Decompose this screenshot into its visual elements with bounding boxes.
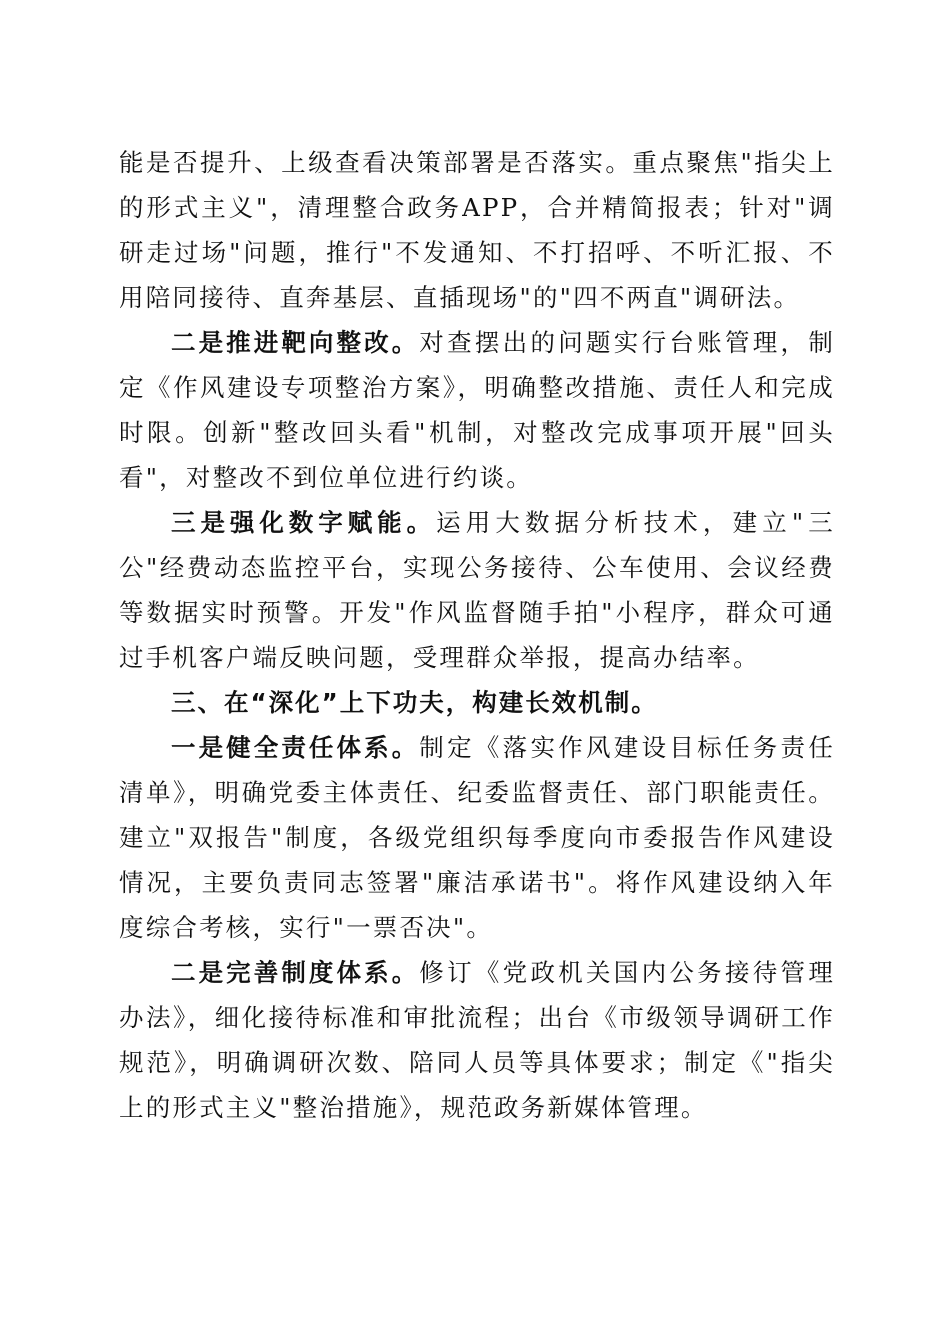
section-heading: 三、在“深化”上下功夫，构建长效机制。 xyxy=(171,688,658,717)
paragraph-continuation xyxy=(119,140,835,320)
paragraph-lead: 三是强化数字赋能。 xyxy=(171,508,437,537)
paragraph-lead: 一是健全责任体系。 xyxy=(171,733,420,762)
paragraph-text: 对查摆出的问题实行台账管理，制定《作风建设专项整治方案》，明确整改措施、责任人和完成时限。创新"整改回头看"机制，对整改完成事项开展"回头看"，对整改不到位单位进行约谈。 xyxy=(119,328,836,492)
paragraph-text: 修订《党政机关国内公务接待管理办法》，细化接待标准和审批流程；出台《市级领导调研工作规范》，明确调研次数、陪同人员等具体要求；制定《"指尖上的形式主义"整治措施》，规范政务新媒体管理。 xyxy=(119,958,836,1122)
paragraph-text: 能是否提升、上级查看决策部署是否落实。重点聚焦"指尖上的形式主义"，清理整合政务APP，合并精简报表；针对"调研走过场"问题，推行"不发通知、不打招呼、不听汇报、不用陪同接待、直奔基层、直插现场"的"四不两直"调研法。 xyxy=(119,148,835,312)
paragraph-institutional-system xyxy=(119,950,835,1130)
paragraph-responsibility-system xyxy=(119,725,835,950)
paragraph-lead: 二是完善制度体系。 xyxy=(171,958,420,987)
paragraph-text: 制定《落实作风建设目标任务责任清单》，明确党委主体责任、纪委监督责任、部门职能责任。建立"双报告"制度，各级党组织每季度向市委报告作风建设情况，主要负责同志签署"廉洁承诺书"。将作风建设纳入年度综合考核，实行"一票否决"。 xyxy=(119,733,836,942)
paragraph-lead: 二是推进靶向整改。 xyxy=(171,328,420,357)
document-body xyxy=(119,140,835,1130)
paragraph-digital-empowerment xyxy=(119,500,835,680)
paragraph-text: 运用大数据分析技术，建立"三公"经费动态监控平台，实现公务接待、公车使用、会议经费等数据实时预警。开发"作风监督随手拍"小程序，群众可通过手机客户端反映问题，受理群众举报，提高办结率。 xyxy=(119,508,835,672)
paragraph-targeted-rectification xyxy=(119,320,835,500)
